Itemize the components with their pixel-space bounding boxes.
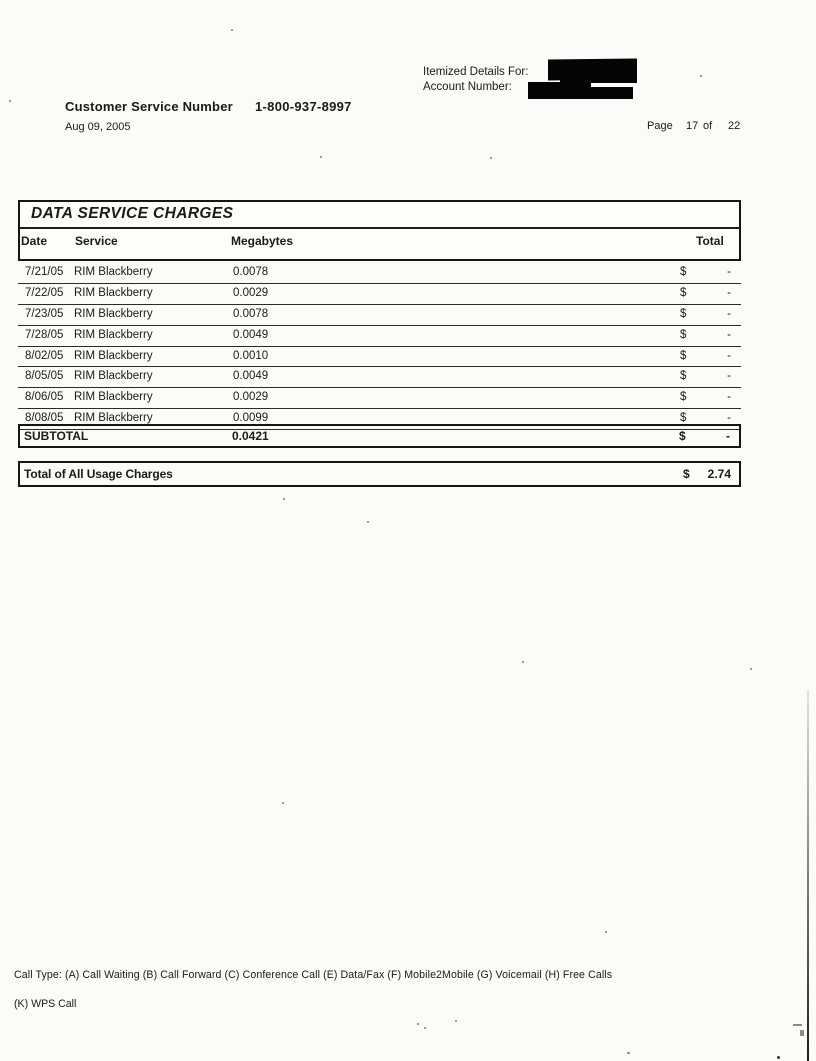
row-megabytes: 0.0029 <box>233 391 269 404</box>
row-date: 8/05/05 <box>25 370 64 383</box>
row-total-amount: - <box>727 391 731 404</box>
row-date: 7/21/05 <box>25 266 64 278</box>
scan-speck <box>417 1023 419 1025</box>
row-service: RIM Blackberry <box>74 412 153 425</box>
scan-edge-line <box>807 690 809 1061</box>
row-total-amount: - <box>727 349 731 362</box>
table-row <box>18 263 741 284</box>
title-divider <box>19 227 740 229</box>
table-title: DATA SERVICE CHARGES <box>31 205 234 222</box>
call-type-legend-line1: Call Type: (A) Call Waiting (B) Call Forward (C) Conference Call (E) Data/Fax (F) Mobile2Mobile (G) Voicemail (H) Free Calls <box>14 969 613 981</box>
scan-speck <box>777 1056 780 1059</box>
row-service: RIM Blackberry <box>74 328 153 341</box>
subtotal-label: SUBTOTAL <box>24 429 89 443</box>
column-header-megabytes: Megabytes <box>231 234 294 248</box>
scan-speck <box>367 521 369 523</box>
row-megabytes: 0.0078 <box>233 307 269 320</box>
data-service-charges-header-box <box>18 200 741 261</box>
row-date: 7/28/05 <box>25 328 64 341</box>
row-megabytes: 0.0099 <box>233 412 269 425</box>
row-total-amount: - <box>727 412 731 425</box>
scan-speck <box>605 931 607 933</box>
subtotal-row <box>18 424 741 448</box>
total-currency-symbol: $ <box>683 467 690 481</box>
column-header-date: Date <box>21 234 48 248</box>
row-currency-symbol: $ <box>680 266 687 278</box>
row-total-amount: - <box>727 328 731 341</box>
page-indicator-label: Page <box>647 120 673 132</box>
total-usage-label: Total of All Usage Charges <box>24 467 173 481</box>
scan-speck <box>490 157 492 159</box>
row-currency-symbol: $ <box>680 307 687 320</box>
row-megabytes: 0.0049 <box>233 328 269 341</box>
row-currency-symbol: $ <box>680 328 687 341</box>
redaction-bar-account-number <box>589 87 633 99</box>
redaction-bar-account-number <box>528 82 591 99</box>
row-megabytes: 0.0029 <box>233 286 269 299</box>
call-type-legend-line2: (K) WPS Call <box>14 998 77 1010</box>
total-usage-charges-row <box>18 461 741 487</box>
row-service: RIM Blackberry <box>74 349 153 362</box>
scan-speck <box>700 75 702 77</box>
account-number-label: Account Number: <box>423 81 512 93</box>
row-currency-symbol: $ <box>680 349 687 362</box>
row-currency-symbol: $ <box>680 391 687 404</box>
row-service: RIM Blackberry <box>74 307 153 320</box>
row-megabytes: 0.0010 <box>233 349 269 362</box>
row-service: RIM Blackberry <box>74 266 153 278</box>
total-amount: 2.74 <box>707 467 731 481</box>
row-date: 7/22/05 <box>25 286 64 299</box>
subtotal-currency-symbol: $ <box>679 429 686 443</box>
row-currency-symbol: $ <box>680 412 687 425</box>
scan-speck <box>283 498 285 500</box>
scan-speck <box>627 1052 630 1054</box>
scan-speck <box>424 1027 426 1029</box>
table-row <box>18 388 741 409</box>
row-service: RIM Blackberry <box>74 370 153 383</box>
page-of-label: of <box>703 120 713 132</box>
scan-speck <box>9 100 11 102</box>
row-date: 7/23/05 <box>25 307 64 320</box>
row-total-amount: - <box>727 266 731 278</box>
itemized-details-label: Itemized Details For: <box>423 66 529 78</box>
subtotal-megabytes: 0.0421 <box>232 429 269 443</box>
data-rows <box>18 263 741 430</box>
subtotal-amount: - <box>726 429 730 443</box>
row-total-amount: - <box>727 286 731 299</box>
page-current: 17 <box>686 120 699 132</box>
scan-speck <box>320 156 322 158</box>
statement-date: Aug 09, 2005 <box>65 121 131 133</box>
row-megabytes: 0.0078 <box>233 266 269 278</box>
page-total: 22 <box>728 120 741 132</box>
row-currency-symbol: $ <box>680 286 687 299</box>
scan-speck <box>522 661 524 663</box>
row-service: RIM Blackberry <box>74 391 153 404</box>
customer-service-number: 1-800-937-8997 <box>255 99 352 114</box>
row-date: 8/08/05 <box>25 412 64 425</box>
table-row <box>18 347 741 368</box>
row-megabytes: 0.0049 <box>233 370 269 383</box>
scan-edge-mark <box>800 1030 804 1036</box>
row-date: 8/06/05 <box>25 391 64 404</box>
scan-speck <box>231 29 233 31</box>
column-header-total: Total <box>696 234 724 248</box>
column-header-service: Service <box>75 234 118 248</box>
customer-service-label: Customer Service Number <box>65 99 233 114</box>
scan-speck <box>750 668 752 670</box>
row-date: 8/02/05 <box>25 349 64 362</box>
scan-speck <box>282 802 284 804</box>
table-row <box>18 305 741 326</box>
row-total-amount: - <box>727 370 731 383</box>
row-service: RIM Blackberry <box>74 286 153 299</box>
table-row <box>18 367 741 388</box>
scan-speck <box>455 1020 457 1022</box>
table-row <box>18 284 741 305</box>
row-currency-symbol: $ <box>680 370 687 383</box>
table-row <box>18 326 741 347</box>
row-total-amount: - <box>727 307 731 320</box>
scan-edge-mark <box>793 1024 802 1026</box>
